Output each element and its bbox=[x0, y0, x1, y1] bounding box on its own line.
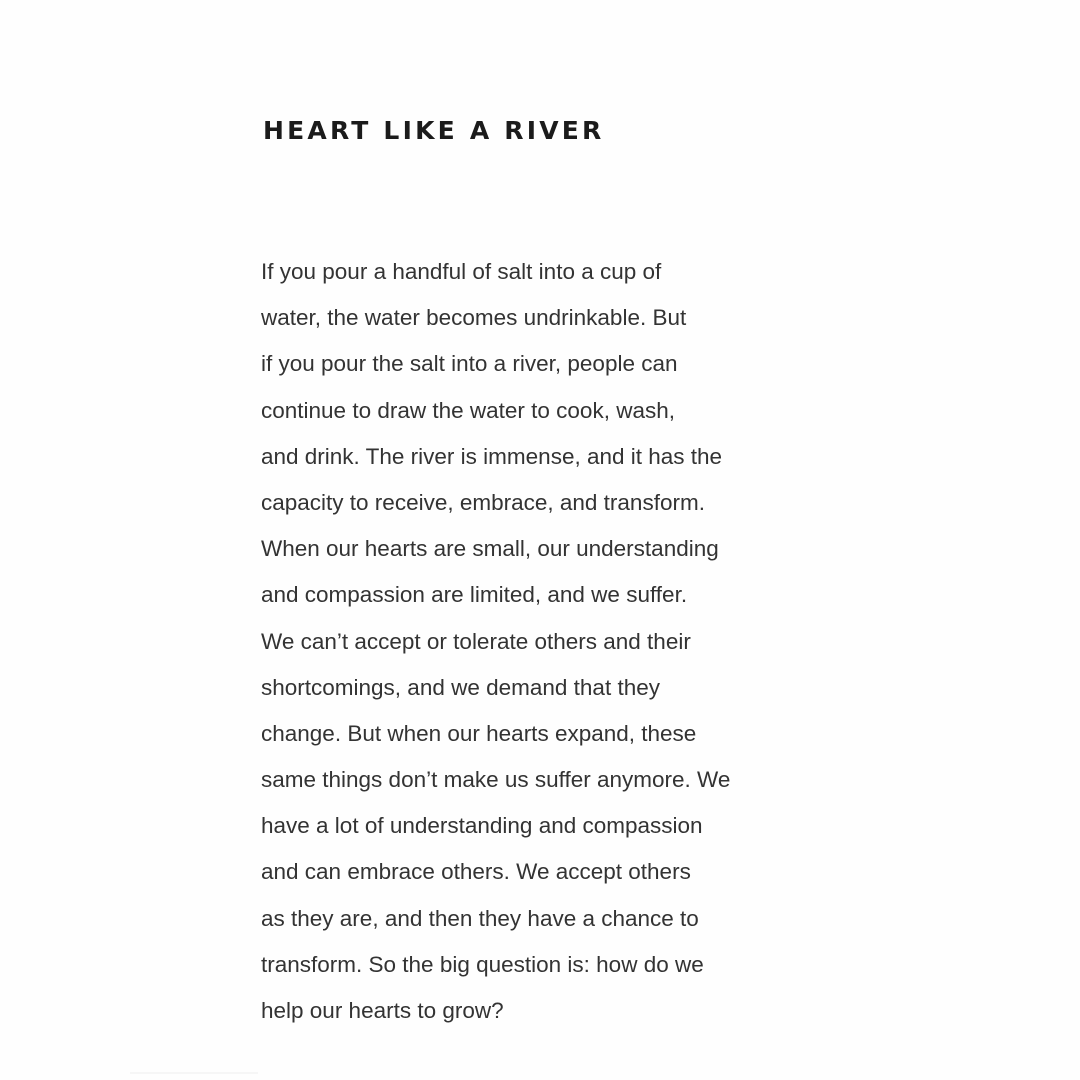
body-paragraph bbox=[261, 252, 861, 1037]
paragraph-line: help our hearts to grow? bbox=[261, 998, 504, 1023]
paragraph-line: continue to draw the water to cook, wash, bbox=[261, 397, 675, 423]
paragraph-line: water, the water becomes undrinkable. But bbox=[261, 305, 687, 331]
paragraph-line: and drink. The river is immense, and it has the bbox=[261, 443, 723, 469]
paragraph-line: if you pour the salt into a river, people can bbox=[261, 351, 678, 377]
paragraph-line: change. But when our hearts expand, these bbox=[261, 720, 697, 746]
paragraph-line: and can embrace others. We accept others bbox=[261, 859, 691, 885]
paragraph-line: capacity to receive, embrace, and transform. bbox=[261, 489, 705, 515]
page-title: HEART LIKE A RIVER bbox=[263, 116, 605, 145]
paragraph-line: have a lot of understanding and compassion bbox=[261, 813, 703, 839]
paragraph-line: transform. So the big question is: how do we bbox=[261, 951, 704, 977]
paragraph-line: as they are, and then they have a chance to bbox=[261, 905, 699, 931]
paragraph-line: If you pour a handful of salt into a cup of bbox=[261, 259, 662, 284]
paragraph-line: We can’t accept or tolerate others and their bbox=[261, 628, 691, 654]
paragraph-line: and compassion are limited, and we suffer. bbox=[261, 582, 688, 608]
divider bbox=[130, 1072, 258, 1074]
paragraph-line: shortcomings, and we demand that they bbox=[261, 674, 660, 700]
paragraph-line: When our hearts are small, our understanding bbox=[261, 536, 719, 562]
paragraph-line: same things don’t make us suffer anymore. We bbox=[261, 767, 731, 793]
